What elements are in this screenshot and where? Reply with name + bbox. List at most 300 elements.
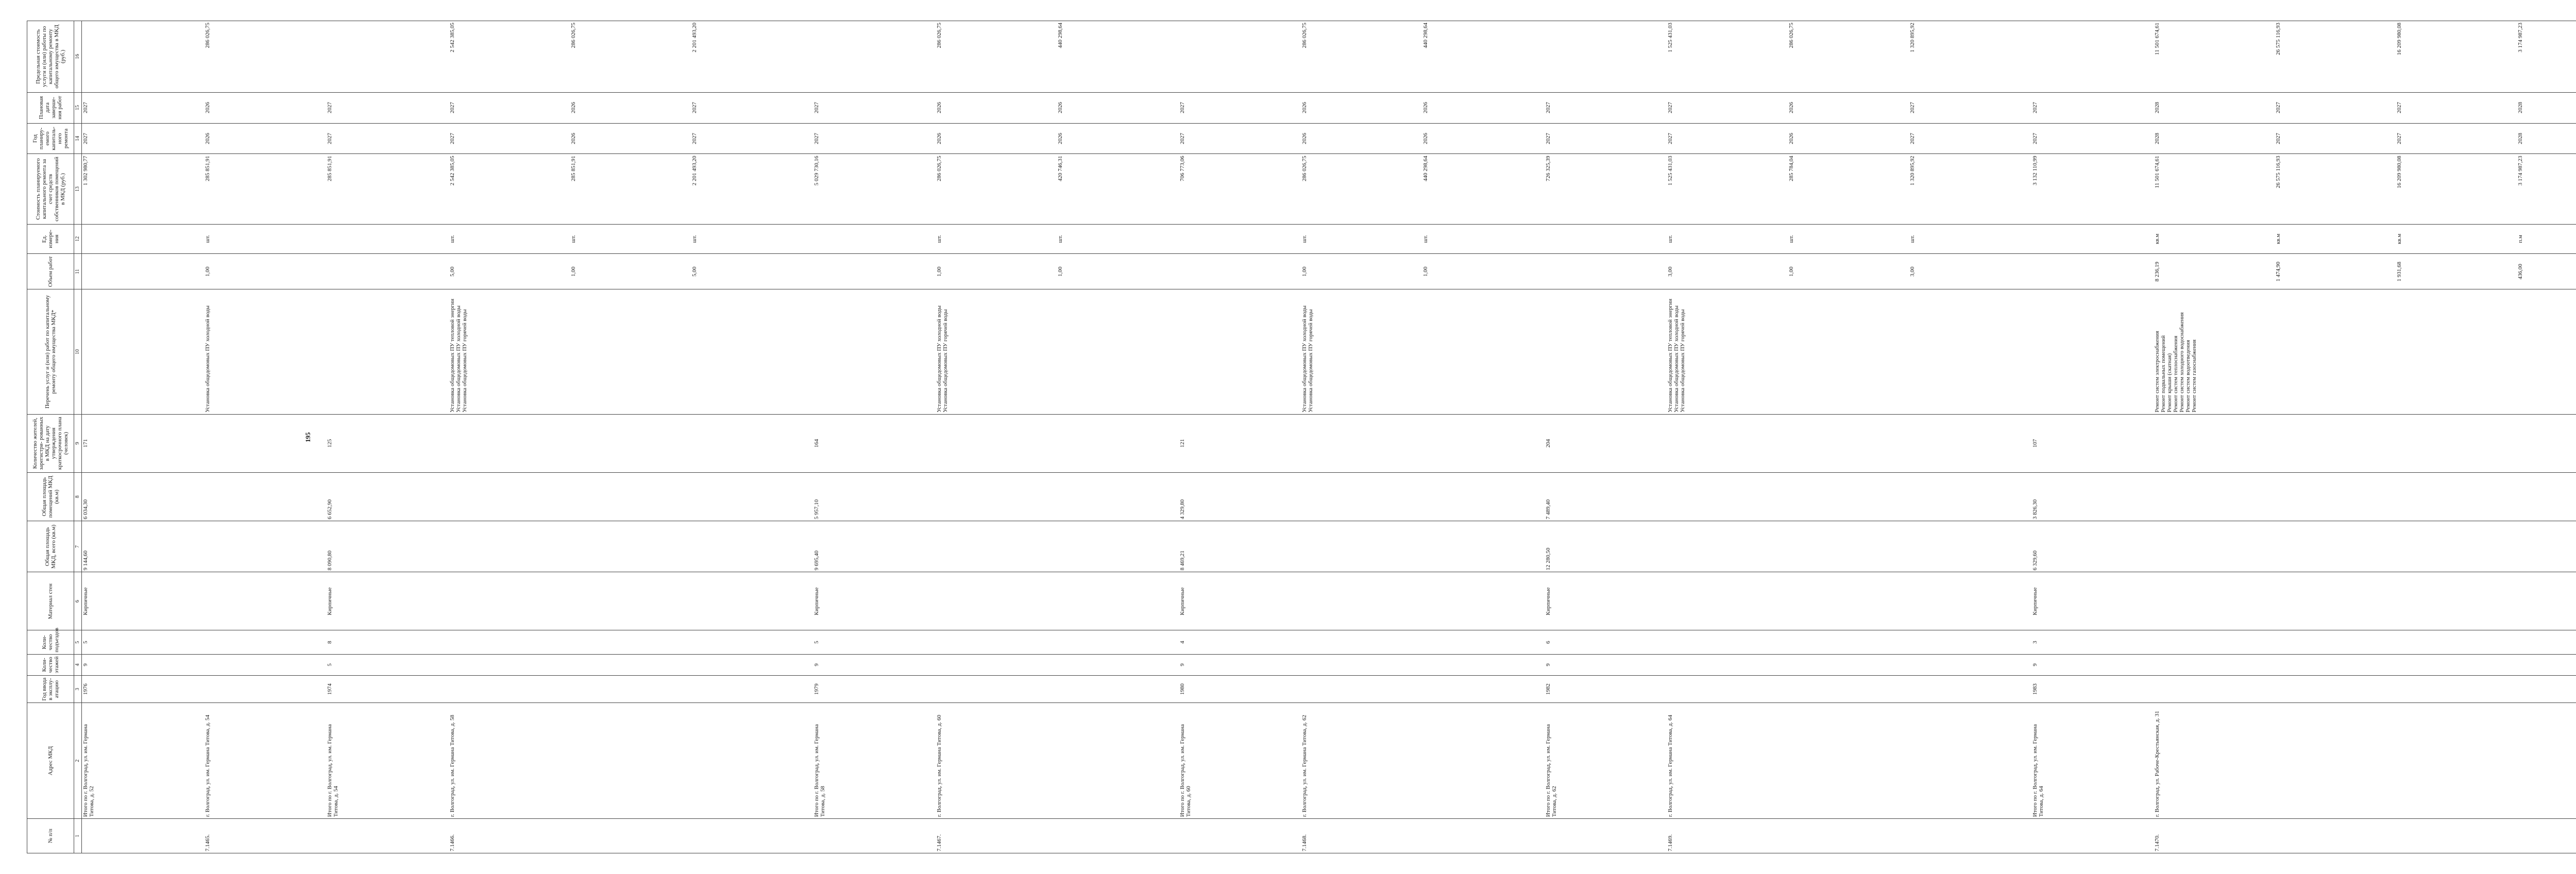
cell-line — [814, 23, 935, 91]
cell-line: Ремонт систем электроснабжения — [2154, 331, 2160, 413]
table-cell — [936, 123, 1179, 154]
cell-text: 9 695,40 — [814, 550, 820, 571]
cell-text: Итого по г. Волгоград, ул. им. Германа Титова, д. 62 — [1545, 724, 1557, 817]
table-cell — [1179, 630, 1301, 654]
table-cell — [82, 123, 205, 154]
cell-line: 2026 — [205, 102, 211, 114]
cell-line: 440 298,64 — [1422, 156, 1429, 181]
table-cell — [813, 521, 935, 572]
cell-text: 121 — [1179, 439, 1185, 448]
table-cell — [204, 472, 326, 521]
table-cell — [204, 630, 326, 654]
cell-line: 286 026,75 — [1788, 23, 1795, 48]
column-number: 5 — [74, 630, 82, 654]
table-cell — [936, 630, 1179, 654]
table-cell — [813, 676, 935, 703]
table-cell — [813, 630, 935, 654]
table-cell — [813, 92, 935, 123]
table-cell — [2154, 123, 2576, 154]
table-cell — [326, 224, 448, 254]
cell-text: Кирпичные — [327, 587, 333, 615]
table-cell — [1667, 572, 2031, 630]
table-cell — [1301, 521, 1544, 572]
table-cell — [326, 154, 448, 224]
table-cell — [936, 254, 1179, 289]
header-cell: Стоимость планируемого капитального ремонта за счет средств собственников помещений в МКД (руб.) — [27, 154, 74, 224]
cell-line: шт. — [1422, 235, 1429, 243]
cell-line: 3,00 — [1667, 266, 1673, 277]
table-cell — [1545, 630, 1667, 654]
table-cell — [326, 819, 448, 853]
cell-line: 5,00 — [691, 266, 698, 277]
cell-text: Кирпичные — [1545, 587, 1551, 615]
cell-line: 5,00 — [449, 266, 455, 277]
cell-line: 2027 — [82, 133, 89, 144]
cell-line: 2 201 493,20 — [691, 23, 698, 53]
cell-text: 5 — [814, 641, 820, 644]
column-number: 11 — [74, 254, 82, 289]
cell-line: 2026 — [205, 133, 211, 144]
table-cell — [204, 676, 326, 703]
cell-line: шт. — [1301, 235, 1308, 243]
cell-text: 1983 — [2031, 683, 2038, 695]
table-cell — [2031, 676, 2154, 703]
table-cell — [449, 572, 814, 630]
table-cell — [936, 472, 1179, 521]
table-cell — [936, 92, 1179, 123]
table-cell — [1179, 521, 1301, 572]
cell-text: 1974 — [327, 683, 333, 695]
table-cell — [2031, 572, 2154, 630]
cell-line: Ремонт систем газоснабжения — [2191, 339, 2197, 413]
table-cell — [1667, 630, 2031, 654]
header-cell: Ед. измере- ния — [27, 224, 74, 254]
table-cell — [326, 289, 448, 414]
cell-text: г. Волгоград, ул. им. Германа Титова, д. 62 — [1301, 715, 1308, 817]
table-cell — [82, 572, 205, 630]
cell-line: 11 501 674,61 — [2154, 23, 2160, 55]
cell-line: 2 201 493,20 — [691, 156, 698, 186]
table-cell — [1301, 472, 1544, 521]
cell-line: 285 851,91 — [327, 156, 333, 181]
cell-line: 2026 — [1422, 102, 1429, 114]
table-cell — [936, 572, 1179, 630]
table-cell — [2031, 654, 2154, 676]
table-cell — [204, 92, 326, 123]
cell-text: г. Волгоград, ул. им. Германа Титова, д. 64 — [1667, 715, 1673, 817]
table-cell — [1179, 703, 1301, 819]
table-cell — [936, 676, 1179, 703]
table-cell — [449, 819, 814, 853]
cell-line: 2026 — [936, 102, 942, 114]
table-cell — [449, 224, 814, 254]
cell-text: 8 090,80 — [327, 550, 333, 571]
cell-line: 286 026,75 — [936, 156, 942, 181]
cell-text: г. Волгоград, ул. Рабоче-Крестьянская, д. 31 — [2154, 711, 2160, 817]
table-cell — [1301, 289, 1544, 414]
table-cell — [1301, 676, 1544, 703]
table-cell — [1545, 254, 1667, 289]
cell-line: 2027 — [2031, 133, 2038, 144]
cell-line: шт. — [570, 235, 577, 243]
cell-line: 1 474,90 — [2275, 262, 2281, 282]
column-number: 15 — [74, 92, 82, 123]
cell-line: кв.м — [2154, 233, 2160, 245]
header-cell: Материал стен — [27, 572, 74, 630]
cell-text: Итого по г. Волгоград, ул. им. Германа Титова, д. 60 — [1179, 724, 1192, 817]
cell-text — [1301, 523, 1308, 570]
column-number: 8 — [74, 472, 82, 521]
table-cell — [1667, 521, 2031, 572]
cell-text: 9 — [82, 663, 89, 666]
cell-text — [449, 656, 455, 674]
table-cell — [1301, 572, 1544, 630]
cell-line: 3 132 110,99 — [2031, 156, 2038, 185]
cell-line: шт. — [936, 235, 942, 243]
cell-text — [449, 632, 455, 653]
table-cell — [936, 289, 1179, 414]
cell-line: 286 026,75 — [205, 23, 211, 48]
cell-line: 1,00 — [1422, 266, 1429, 277]
cell-line: 2027 — [2275, 133, 2281, 144]
table-cell — [1545, 676, 1667, 703]
table-cell — [1667, 254, 2031, 289]
table-row-total — [1179, 21, 1301, 853]
cell-line — [327, 255, 448, 287]
cell-line — [814, 255, 935, 287]
cell-line: 2027 — [1909, 133, 1916, 144]
table-cell — [2031, 92, 2154, 123]
header-cell: Количество жителей, зарегистри- рованных в МКД на дату утверждения краткосрочного плана (человек) — [27, 414, 74, 472]
table-cell — [1545, 289, 1667, 414]
cell-line: п.м — [2517, 235, 2524, 243]
table-cell — [1667, 472, 2031, 521]
table-cell — [82, 21, 205, 93]
cell-line: 2027 — [814, 102, 820, 114]
table-cell — [1667, 703, 2031, 819]
table-cell — [2031, 21, 2154, 93]
cell-text — [1301, 677, 1308, 701]
cell-line: 2027 — [691, 102, 698, 114]
cell-line: 3 174 987,23 — [2517, 23, 2524, 53]
table-cell — [449, 154, 814, 224]
cell-line: 2027 — [327, 133, 333, 144]
cell-text — [2154, 632, 2160, 653]
table-cell — [326, 123, 448, 154]
table-cell — [82, 654, 205, 676]
cell-text — [936, 474, 942, 520]
cell-line — [2032, 226, 2153, 252]
cell-line: шт. — [1057, 235, 1063, 243]
cell-text — [1667, 416, 1673, 471]
table-cell — [326, 521, 448, 572]
table-cell — [936, 21, 1179, 93]
cell-line — [1545, 291, 1551, 412]
table-cell — [449, 630, 814, 654]
cell-text: 9 144,60 — [82, 550, 89, 571]
table-cell — [2154, 521, 2576, 572]
cell-line: 1 320 895,92 — [1909, 23, 1916, 53]
table-cell — [2154, 654, 2576, 676]
cell-line: шт. — [1667, 235, 1673, 243]
table-cell — [1667, 289, 2031, 414]
table-cell — [1545, 472, 1667, 521]
table-cell — [2154, 572, 2576, 630]
table-body — [82, 21, 2576, 853]
cell-line: 1,00 — [1057, 266, 1063, 277]
cell-line: 2028 — [2154, 102, 2160, 114]
cell-line: 2027 — [2275, 102, 2281, 114]
table-cell — [82, 630, 205, 654]
cell-line: кв.м — [2396, 233, 2403, 245]
cell-text: Кирпичные — [814, 587, 820, 615]
cell-text: 9 — [2031, 663, 2038, 666]
cell-line: 2026 — [1788, 133, 1795, 144]
cell-text — [205, 632, 326, 653]
table-cell — [326, 21, 448, 93]
cell-line — [327, 291, 333, 412]
cell-text — [1667, 474, 1673, 520]
table-cell — [2154, 703, 2576, 819]
table-cell — [936, 819, 1179, 853]
cell-text: 6 — [1545, 641, 1551, 644]
table-cell — [1301, 154, 1544, 224]
cell-text: 3 — [2031, 641, 2038, 644]
table-cell — [1545, 123, 1667, 154]
cell-line: Установка общедомовых ПУ горячей воды — [942, 309, 948, 413]
cell-line — [82, 226, 204, 252]
cell-text: 8 469,21 — [1179, 550, 1185, 571]
cell-line: 1,00 — [205, 266, 211, 277]
cell-line: 1 525 431,03 — [1667, 156, 1673, 186]
header-cell: Плановая дата заверше- ния работ — [27, 92, 74, 123]
cell-line: 26 575 116,93 — [2275, 23, 2281, 55]
cell-text — [2154, 656, 2160, 674]
cell-line: 16 209 980,08 — [2396, 156, 2403, 188]
cell-text: 9 — [1545, 663, 1551, 666]
cell-text — [2154, 474, 2160, 520]
column-number: 16 — [74, 21, 82, 93]
cell-line: 286 026,75 — [1301, 23, 1308, 48]
page-number: 195 — [304, 432, 312, 442]
cell-line — [2032, 291, 2038, 412]
table-cell — [936, 414, 1179, 472]
table-cell — [326, 572, 448, 630]
table-cell — [2031, 254, 2154, 289]
cell-line: 2026 — [570, 102, 577, 114]
cell-text: 7.1466. — [449, 834, 455, 851]
cell-text — [2154, 574, 2160, 628]
column-number: 2 — [74, 703, 82, 819]
cell-line — [814, 291, 820, 412]
cell-text: 7.1469. — [1667, 834, 1673, 851]
cell-line: Ремонт систем теплоснабжения — [2172, 335, 2179, 413]
cell-text — [936, 523, 942, 570]
cell-text — [1667, 656, 1673, 674]
cell-line: 285 784,04 — [1788, 156, 1795, 181]
cell-line — [82, 291, 89, 412]
column-number: 3 — [74, 676, 82, 703]
cell-line: 1 302 980,77 — [82, 156, 89, 186]
table-cell — [1545, 521, 1667, 572]
cell-line — [2032, 255, 2153, 287]
table-row-item — [449, 21, 814, 853]
table-cell — [1179, 654, 1301, 676]
cell-text — [1667, 632, 1673, 653]
column-number-row — [74, 21, 82, 853]
table-cell — [2154, 224, 2576, 254]
table-cell — [82, 224, 205, 254]
cell-line: 440 298,64 — [1057, 23, 1063, 48]
cell-line: 2026 — [1422, 133, 1429, 144]
cell-text: 7.1468. — [1301, 834, 1308, 851]
table-cell — [1301, 703, 1544, 819]
table-cell — [449, 289, 814, 414]
cell-text — [1545, 820, 1666, 851]
cell-text — [205, 574, 326, 628]
cell-line: 2027 — [1179, 102, 1185, 114]
cell-text: 7 489,40 — [1545, 499, 1551, 520]
column-number: 12 — [74, 224, 82, 254]
cell-line: Установка общедомовых ПУ холодной воды — [936, 305, 942, 413]
cell-text — [82, 820, 204, 851]
table-row-item — [204, 21, 326, 853]
table-cell — [813, 289, 935, 414]
cell-text: 6 034,30 — [82, 499, 89, 520]
table-cell — [2031, 414, 2154, 472]
cell-text: 12 280,50 — [1545, 547, 1551, 571]
table-cell — [1179, 472, 1301, 521]
cell-text — [1179, 820, 1300, 851]
table-cell — [2031, 154, 2154, 224]
cell-line: шт. — [1909, 235, 1916, 243]
table-cell — [1179, 572, 1301, 630]
cell-line: 440 298,64 — [1422, 23, 1429, 48]
header-cell: Общая площадь помещений МКД (кв.м) — [27, 472, 74, 521]
table-cell — [82, 472, 205, 521]
cell-text — [936, 656, 942, 674]
table-cell — [1667, 414, 2031, 472]
header-cell: Коли- чество этажей — [27, 654, 74, 676]
cell-text — [1301, 574, 1308, 628]
table-cell — [2031, 630, 2154, 654]
cell-line: 2027 — [2396, 133, 2403, 144]
cell-line: 8 236,19 — [2154, 262, 2160, 282]
table-cell — [813, 703, 935, 819]
header-cell: Предельная стоимость услуги и (или) работы по капитальному ремонту общего имущества в МКД (руб.) — [27, 21, 74, 93]
table-row-total — [813, 21, 935, 853]
cell-text — [936, 574, 942, 628]
cell-text: 4 — [1179, 641, 1185, 644]
cell-line: 11 501 674,61 — [2154, 156, 2160, 188]
cell-line: 2028 — [2517, 102, 2524, 114]
cell-line: Установка общедомовых ПУ горячей воды — [1308, 309, 1314, 413]
table-cell — [449, 472, 814, 521]
table-cell — [2031, 521, 2154, 572]
table-cell — [326, 92, 448, 123]
cell-text: 9 — [814, 663, 820, 666]
table-cell — [936, 154, 1179, 224]
column-number: 7 — [74, 521, 82, 572]
table-cell — [1545, 224, 1667, 254]
table-cell — [326, 414, 448, 472]
cell-line: 2027 — [82, 102, 89, 114]
table-cell — [82, 703, 205, 819]
cell-line: 26 575 116,93 — [2275, 156, 2281, 188]
cell-line: 1 525 431,03 — [1667, 23, 1673, 53]
cell-line: шт. — [1788, 235, 1795, 243]
table-cell — [1179, 92, 1301, 123]
table-cell — [1667, 676, 2031, 703]
cell-text: 107 — [2031, 439, 2038, 448]
cell-line: 1 320 895,92 — [1909, 156, 1916, 186]
header-cell: Объем работ — [27, 254, 74, 289]
table-cell — [1301, 224, 1544, 254]
column-number: 13 — [74, 154, 82, 224]
cell-line: 2026 — [1057, 102, 1063, 114]
header-cell: Коли- чество подъездов — [27, 630, 74, 654]
table-row-total — [82, 21, 205, 853]
table-cell — [1545, 572, 1667, 630]
cell-text — [1667, 574, 1673, 628]
cell-line: 2026 — [1788, 102, 1795, 114]
cell-line: 2026 — [570, 133, 577, 144]
cell-text: 1982 — [1545, 683, 1551, 695]
cell-text: 7.1470. — [2154, 834, 2160, 851]
table-cell — [1667, 123, 2031, 154]
table-cell — [82, 154, 205, 224]
cell-text: 7.1467. — [936, 834, 942, 851]
table-cell — [2031, 703, 2154, 819]
table-cell — [326, 472, 448, 521]
cell-line: 2027 — [2031, 102, 2038, 114]
cell-line: Ремонт систем водоотведения — [2184, 340, 2191, 413]
table-cell — [936, 521, 1179, 572]
cell-text — [814, 820, 935, 851]
cell-line: 2028 — [2517, 133, 2524, 144]
cell-line: 2027 — [1667, 133, 1673, 144]
table-cell — [204, 819, 326, 853]
cell-line: 2 542 385,05 — [449, 156, 455, 186]
cell-line — [1545, 23, 1666, 91]
cell-text — [1301, 656, 1308, 674]
table-cell — [1545, 92, 1667, 123]
cell-text — [449, 523, 455, 570]
table-cell — [1179, 21, 1301, 93]
table-row-total — [326, 21, 448, 853]
table-cell — [449, 254, 814, 289]
header-cell: Адрес МКД — [27, 703, 74, 819]
cell-text: 6 329,60 — [2031, 550, 2038, 571]
table-cell — [2154, 154, 2576, 224]
table-cell — [1179, 123, 1301, 154]
table-cell — [1301, 254, 1544, 289]
cell-line: 285 851,91 — [570, 156, 577, 181]
table-cell — [2154, 21, 2576, 93]
cell-text — [449, 416, 455, 471]
cell-line: 2028 — [2154, 133, 2160, 144]
table-cell — [326, 254, 448, 289]
cell-line — [1545, 226, 1666, 252]
table-cell — [1667, 21, 2031, 93]
cell-text: 9 — [1179, 663, 1185, 666]
cell-text: 5 — [82, 641, 89, 644]
cell-line: шт. — [449, 235, 455, 243]
table-cell — [449, 92, 814, 123]
cell-text — [205, 523, 326, 570]
cell-line: 2027 — [2396, 102, 2403, 114]
cell-line: 2026 — [936, 133, 942, 144]
